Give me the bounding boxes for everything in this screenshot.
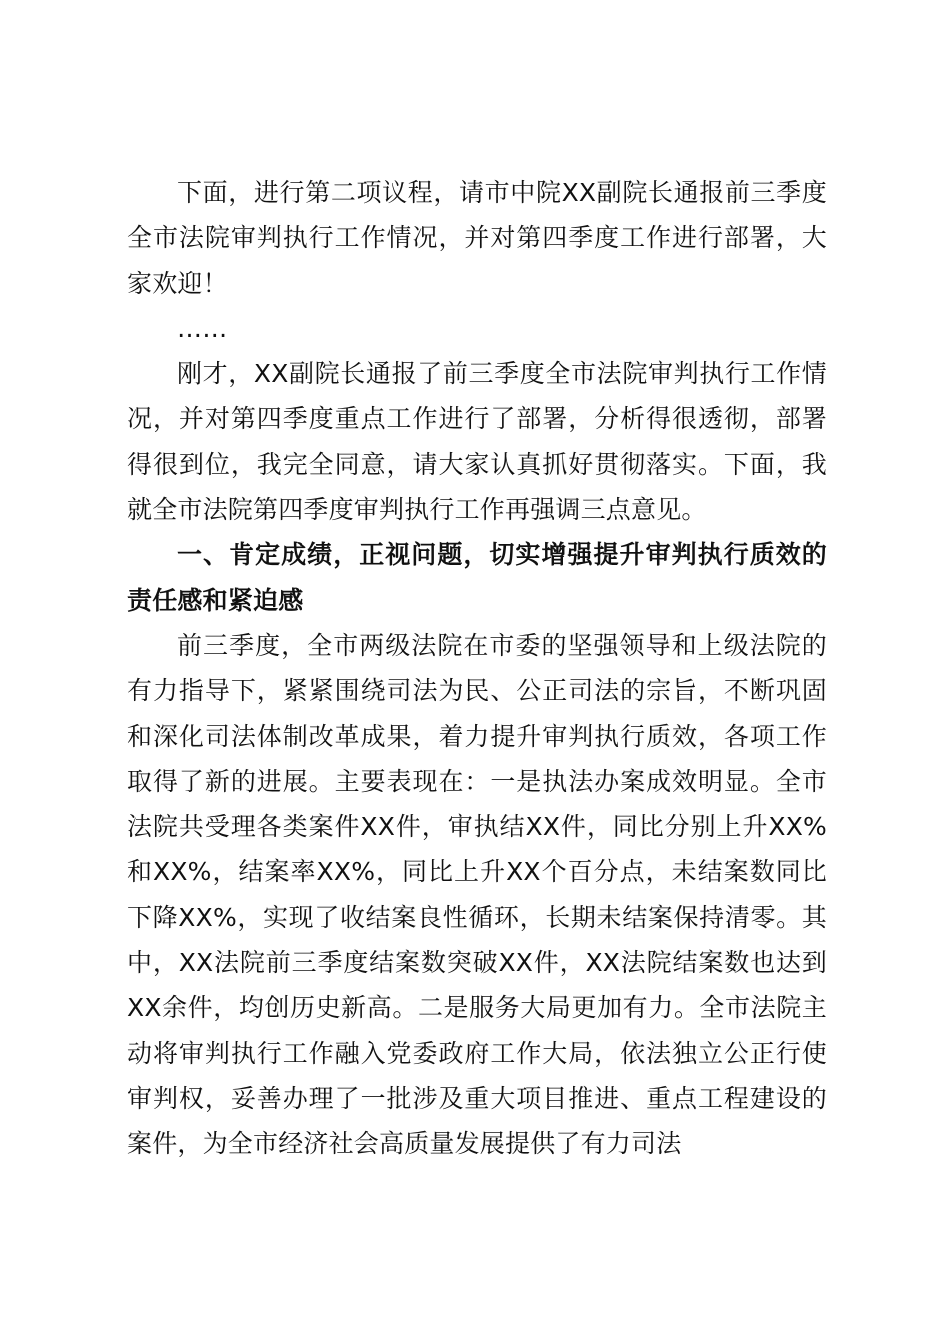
paragraph-achievements: 前三季度，全市两级法院在市委的坚强领导和上级法院的有力指导下，紧紧围绕司法为民、公正司法的宗旨，不断巩固和深化司法体制改革成果，着力提升审判执行质效，各项工作取得了新的进展。主要表现在：一是执法办案成效明显。全市法院共受理各类案件XX件，审执结XX件，同比分别上升XX%和XX%，结案率XX%，同比上升XX个百分点，未结案数同比下降XX%，实现了收结案良性循环，长期未结案保持清零。其中，XX法院前三季度结案数突破XX件，XX法院结案数也达到XX余件，均创历史新高。二是服务大局更加有力。全市法院主动将审判执行工作融入党委政府工作大局，依法独立公正行使审判权，妥善办理了一批涉及重大项目推进、重点工程建设的案件，为全市经济社会高质量发展提供了有力司法 — [127, 630, 827, 1159]
paragraph-ellipsis: …… — [177, 313, 228, 343]
document-body — [127, 170, 827, 1167]
paragraph-response: 刚才，XX副院长通报了前三季度全市法院审判执行工作情况，并对第四季度重点工作进行了部署，分析得很透彻，部署得很到位，我完全同意，请大家认真抓好贯彻落实。下面，我就全市法院第四季度审判执行工作再强调三点意见。 — [127, 359, 827, 525]
section-heading-one: 一、肯定成绩，正视问题，切实增强提升审判执行质效的责任感和紧迫感 — [127, 540, 827, 615]
paragraph-agenda-announcement: 下面，进行第二项议程，请市中院XX副院长通报前三季度全市法院审判执行工作情况，并对第四季度工作进行部署，大家欢迎！ — [127, 178, 827, 298]
